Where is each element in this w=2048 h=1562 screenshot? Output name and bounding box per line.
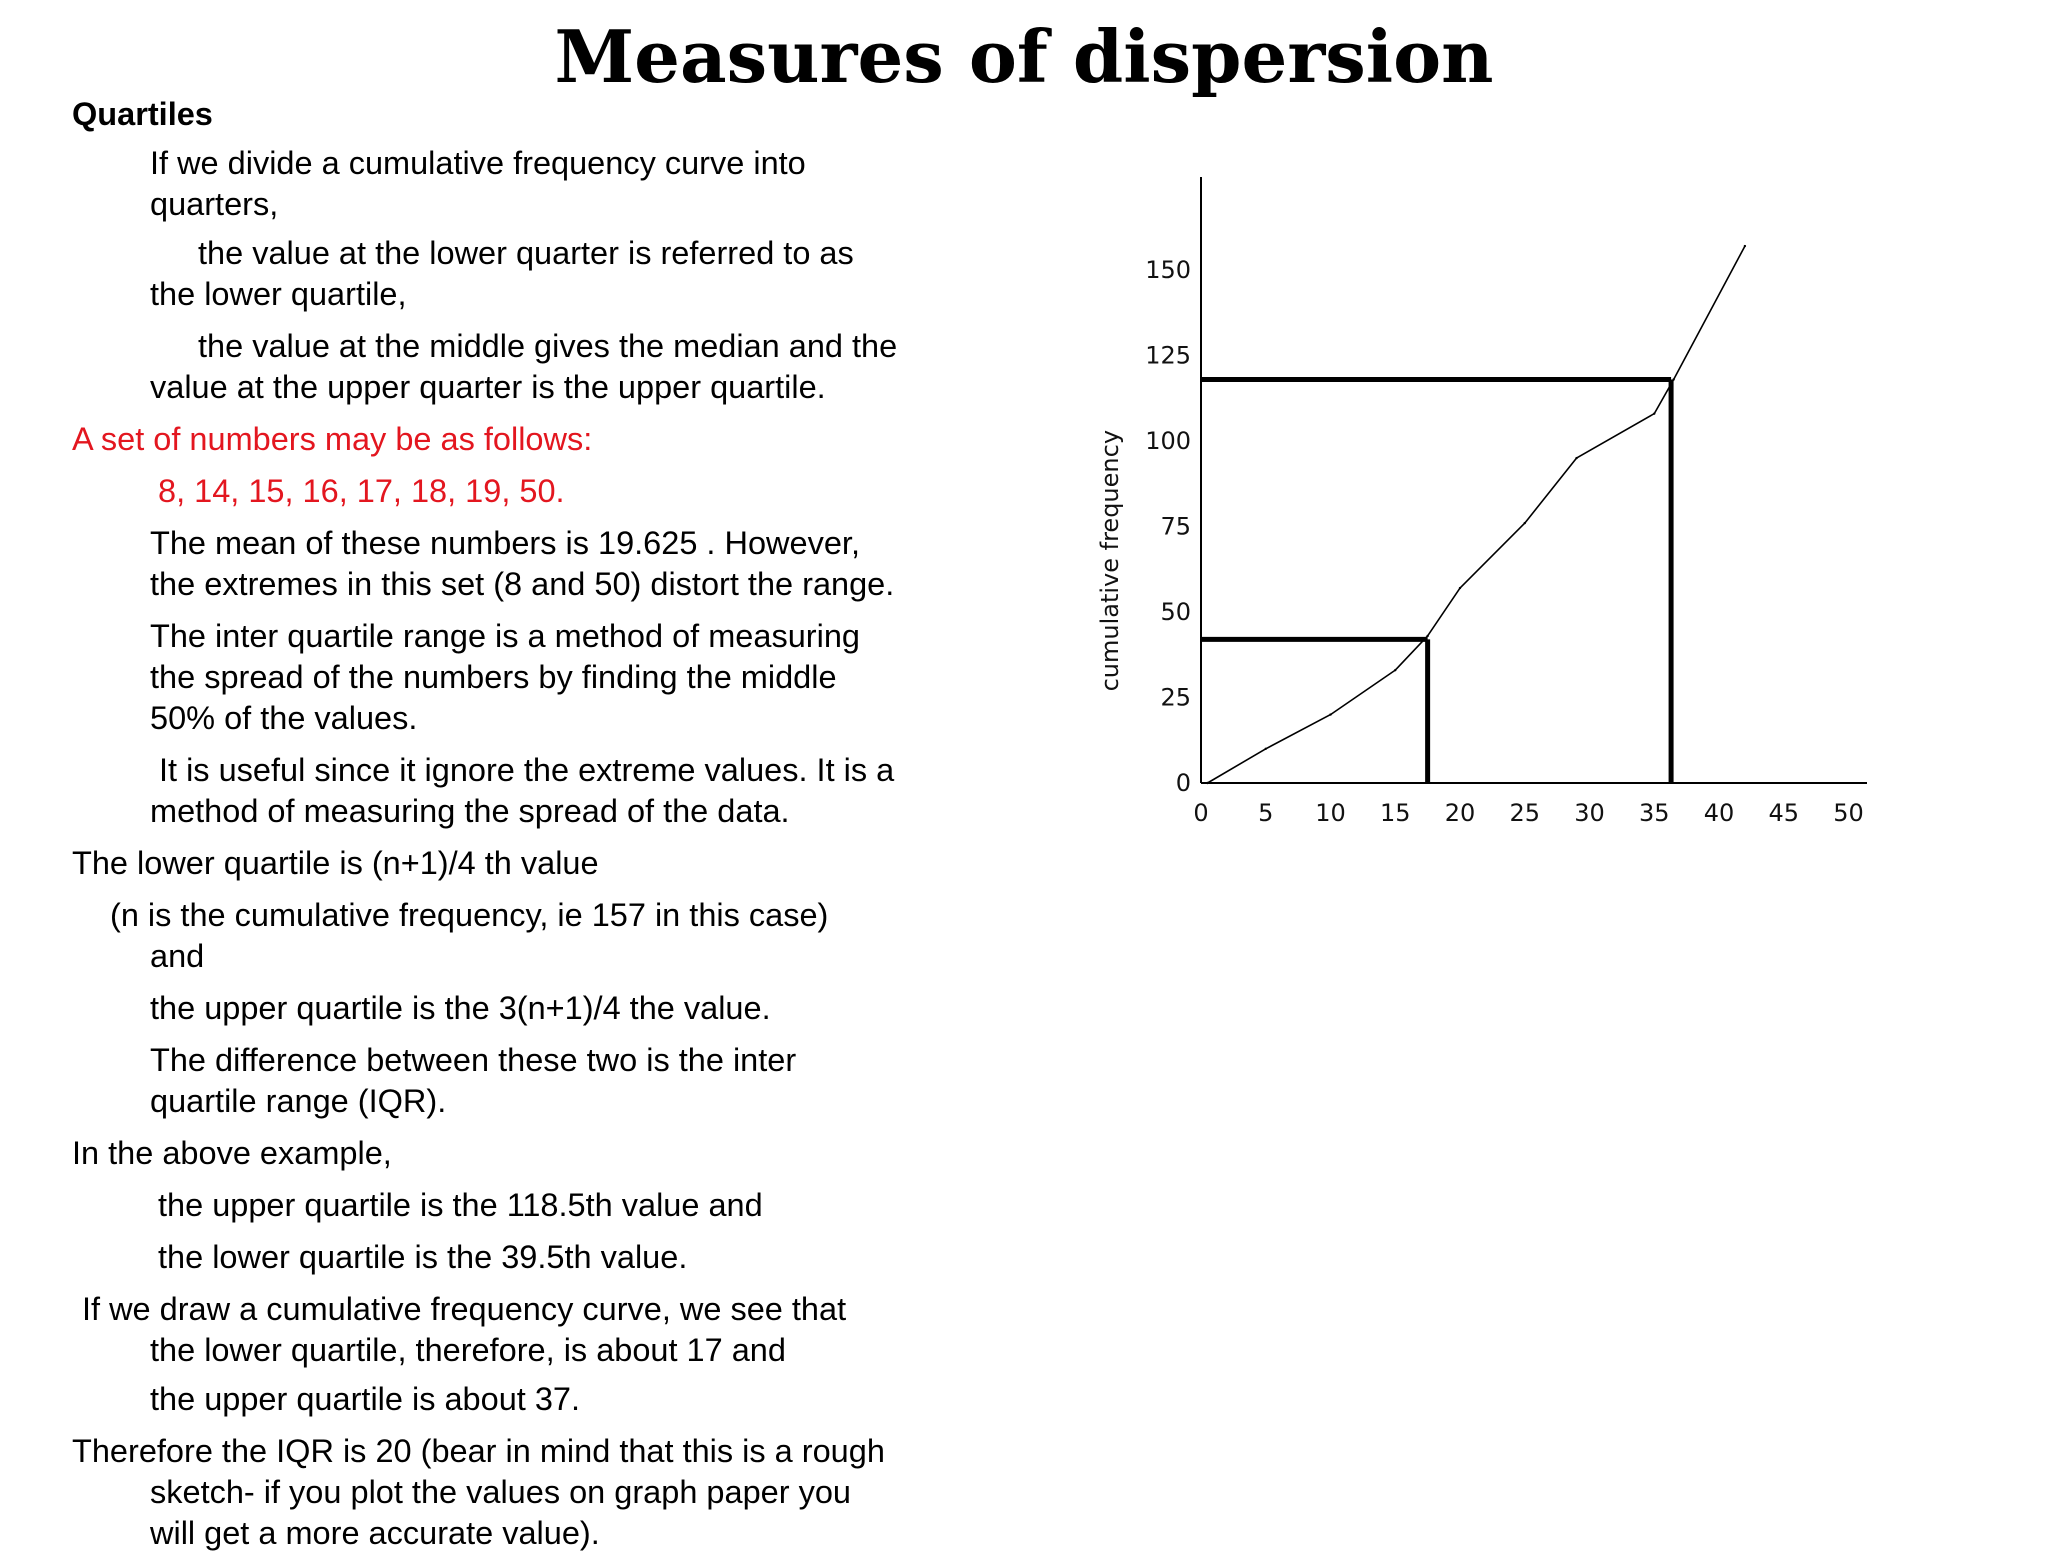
paragraph-mean [72,523,972,605]
x-tick-label: 20 [1444,799,1476,827]
paragraph-lower-value: the lower quartile is the 39.5th value. [158,1239,688,1275]
body-text [72,94,972,1562]
paragraph-lower-quarter [72,233,972,315]
paragraph-upper-quartile-formula: the upper quartile is the 3(n+1)/4 the value. [150,990,771,1026]
curve-point [1329,713,1331,715]
example-numbers: 8, 14, 15, 16, 17, 18, 19, 50. [158,473,565,509]
text-line: value at the upper quarter is the upper quartile. [150,369,826,405]
x-tick-label: 40 [1703,799,1735,827]
x-tick-label: 50 [1833,799,1864,827]
text-line: If we divide a cumulative frequency curve into [150,145,806,181]
curve-point [1265,748,1267,750]
text-line: sketch- if you plot the values on graph paper you [150,1474,851,1510]
curve-point [1426,635,1428,637]
x-tick-label: 5 [1258,799,1274,827]
cumulative-frequency-curve [1208,246,1745,783]
paragraph-iqr-difference [72,1040,972,1122]
text-line: It is useful since it ignore the extreme values. It is a [159,752,895,788]
curve-point [1459,587,1461,589]
cumulative-frequency-chart [1080,160,1880,840]
y-tick-label: 75 [1160,512,1191,541]
curve-point [1575,457,1577,459]
text-line: quartile range (IQR). [150,1083,447,1119]
y-tick-label: 25 [1160,683,1191,712]
text-line: Therefore the IQR is 20 (bear in mind that this is a rough [72,1433,885,1469]
x-tick-label: 25 [1509,799,1541,827]
y-tick-label: 50 [1160,598,1191,626]
text-line: the value at the lower quarter is referred to as [198,235,854,271]
y-tick-label: 0 [1175,769,1191,797]
curve-point [1744,245,1746,247]
text-line: quarters, [150,186,279,222]
x-tick-label: 35 [1638,799,1670,827]
y-tick-label: 125 [1145,341,1191,370]
paragraph-curve-reading [72,1289,972,1371]
text-line: The difference between these two is the inter [150,1042,797,1078]
text-line: (n is the cumulative frequency, ie 157 in this case) [110,897,829,933]
curve-point [1524,522,1526,524]
example-intro: A set of numbers may be as follows: [72,421,593,457]
paragraph-lower-quartile-formula: The lower quartile is (n+1)/4 th value [72,845,599,881]
text-line: the value at the middle gives the median and the [198,328,898,364]
curve-point [1394,669,1396,671]
x-tick-label: 10 [1315,799,1346,827]
paragraph-usefulness [72,750,972,832]
section-heading: Quartiles [72,96,213,132]
x-tick-label: 15 [1379,799,1411,827]
y-tick-label: 150 [1145,256,1191,284]
paragraph-example-heading: In the above example, [72,1135,392,1171]
x-tick-label: 30 [1574,799,1605,827]
curve-point [1206,782,1208,784]
text-line: the extremes in this set (8 and 50) distort the range. [150,566,895,602]
text-line: the lower quartile, [150,276,407,312]
paragraph-upper-value: the upper quartile is the 118.5th value and [158,1187,763,1223]
text-line: will get a more accurate value). [150,1515,600,1551]
text-line: method of measuring the spread of the data. [150,793,790,829]
page-title: Measures of dispersion [554,14,1494,99]
text-line: The mean of these numbers is 19.625 . However, [150,525,860,561]
x-tick-label: 0 [1193,799,1209,827]
curve-point [1653,412,1655,414]
y-axis-title: cumulative frequency [1096,429,1124,692]
paragraph-median [72,326,972,408]
text-line: and [150,938,205,974]
paragraph-intro [72,143,972,225]
text-line: the spread of the numbers by finding the middle [150,659,837,695]
y-tick-label: 100 [1145,427,1191,455]
text-line: the lower quartile, therefore, is about 17 and [150,1332,786,1368]
text-line: The inter quartile range is a method of measuring [150,618,860,654]
paragraph-n-note [72,895,972,977]
curve-point [1672,378,1674,380]
chart-svg [1080,160,1880,840]
text-line: 50% of the values. [150,700,418,736]
text-line: If we draw a cumulative frequency curve, we see that [82,1291,847,1327]
paragraph-iqr-definition [72,616,972,739]
x-tick-label: 45 [1768,799,1800,827]
paragraph-upper-estimate: the upper quartile is about 37. [150,1381,581,1417]
